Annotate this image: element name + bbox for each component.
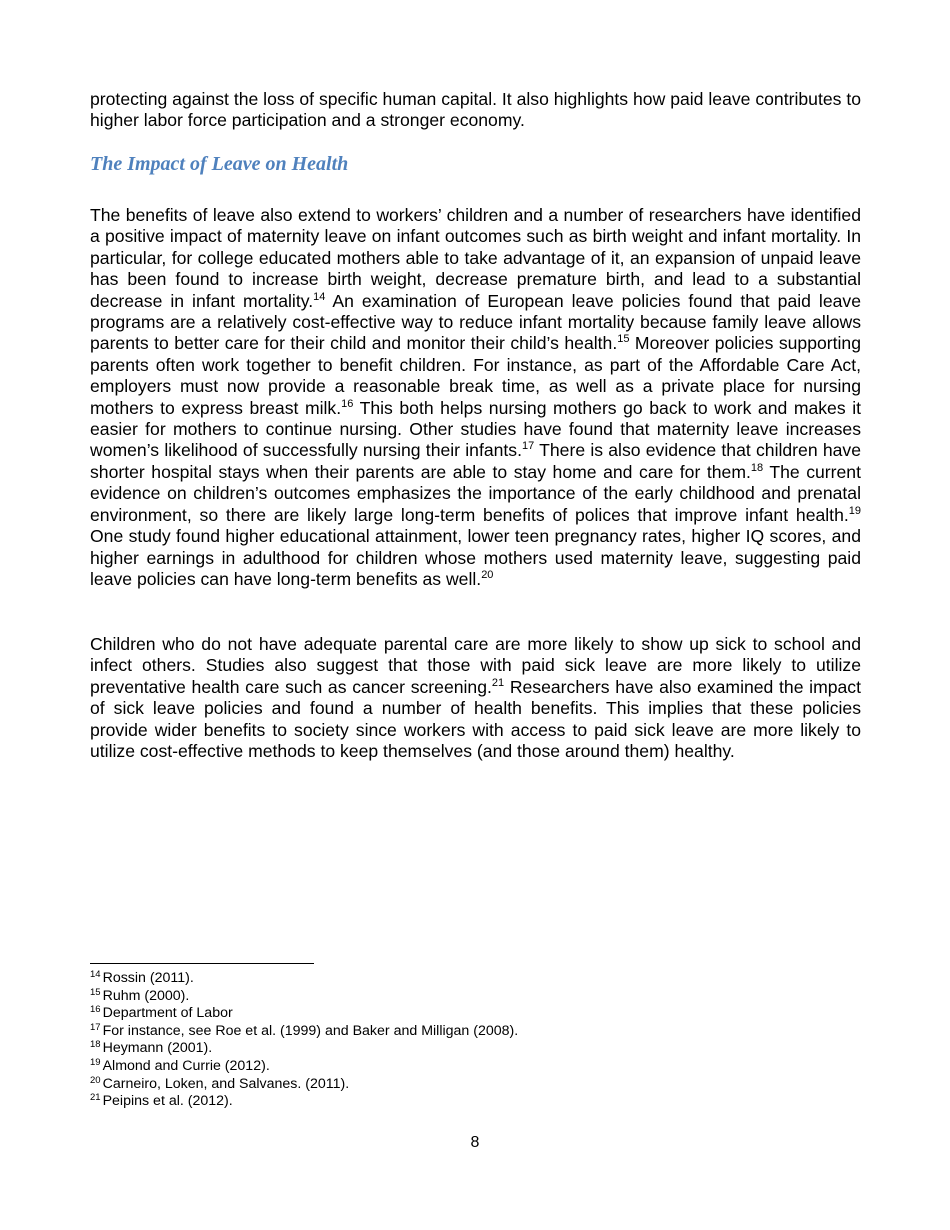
footnote-item: [90, 1040, 518, 1058]
paragraph-sick-leave: [90, 634, 861, 762]
footnote-text: Ruhm (2000).: [102, 987, 190, 1004]
paragraph-text: Moreover policies supporting parents often work together to benefit children. For instance, as part of the Affordable Care Act, employers must now provide a reasonable break time, as well as a private place for nursing mothers to express breast milk.: [90, 333, 861, 418]
footnote-item: [90, 1005, 518, 1023]
footnote-number: 15: [90, 986, 101, 998]
paragraph-text: There is also evidence that children have shorter hospital stays when their parents are able to stay home and care for them.: [90, 440, 861, 482]
paragraph-text: Children who do not have adequate parental care are more likely to show up sick to school and infect others. Studies also suggest that those with paid sick leave are more likely to utilize preventative health care such as cancer screening.: [90, 634, 861, 697]
footnote-ref-20[interactable]: 20: [481, 568, 494, 581]
footnote-item: [90, 988, 518, 1006]
footnote-item: [90, 970, 518, 988]
footnote-text: Department of Labor: [102, 1005, 233, 1022]
paragraph-text: This both helps nursing mothers go back to work and makes it easier for mothers to continue nursing. Other studies have found that maternity leave increases women’s likelihood of successfully nursing their infants.: [90, 397, 861, 461]
paragraph-text: One study found higher educational attainment, lower teen pregnancy rates, higher IQ scores, and higher earnings in adulthood for children whose mothers used maternity leave, suggesting paid leave policies can have long-term benefits as well.: [90, 526, 861, 589]
footnote-item: [90, 1076, 518, 1094]
paragraph-infant-health: [90, 205, 861, 590]
footnote-number: 19: [90, 1056, 101, 1068]
footnote-ref-16[interactable]: 16: [341, 397, 354, 410]
footnote-ref-14[interactable]: 14: [313, 290, 326, 303]
footnote-text: Almond and Currie (2012).: [102, 1057, 270, 1074]
footnote-text: Peipins et al. (2012).: [102, 1093, 233, 1110]
footnotes-list: [90, 970, 518, 1111]
paragraph-text: An examination of European leave policies found that paid leave programs are a relatively cost-effective way to reduce infant mortality because family leave allows parents to better care for their child and monitor their child’s health.: [90, 290, 861, 354]
footnote-ref-19[interactable]: 19: [848, 504, 861, 517]
footnote-number: 18: [90, 1039, 101, 1051]
section-heading: The Impact of Leave on Health: [90, 153, 349, 175]
footnote-ref-18[interactable]: 18: [750, 461, 764, 474]
footnote-text: For instance, see Roe et al. (1999) and Baker and Milligan (2008).: [102, 1022, 519, 1039]
footnote-number: 16: [90, 1004, 101, 1016]
footnote-text: Carneiro, Loken, and Salvanes. (2011).: [102, 1075, 350, 1092]
footnote-number: 14: [90, 969, 101, 980]
paragraph-text: The current evidence on children’s outcomes emphasizes the importance of the early childhood and prenatal environment, so there are likely large long-term benefits of polices that improve infant health.: [90, 461, 861, 525]
footnote-number: 21: [90, 1092, 101, 1104]
intro-paragraph: protecting against the loss of specific human capital. It also highlights how paid leave contributes to higher labor force participation and a stronger economy.: [90, 89, 861, 131]
footnote-ref-21[interactable]: 21: [491, 676, 505, 689]
footnote-ref-17[interactable]: 17: [521, 440, 535, 453]
footnote-item: [90, 1058, 518, 1076]
footnote-text: Rossin (2011).: [102, 970, 194, 986]
paragraph-text: The benefits of leave also extend to workers’ children and a number of researchers have identified a positive impact of maternity leave on infant outcomes such as birth weight and infant mortality. In particular, for college educated mothers able to take advantage of it, an expansion of unpaid leave has been found to increase birth weight, decrease premature birth, and lead to a substantial decrease in infant mortality.: [90, 205, 861, 311]
footnote-number: 17: [90, 1021, 101, 1033]
footnote-number: 20: [90, 1074, 101, 1086]
footnote-item: [90, 1093, 518, 1111]
footnote-text: Heymann (2001).: [102, 1040, 213, 1057]
footnote-ref-15[interactable]: 15: [617, 333, 630, 346]
page-number: 8: [470, 1134, 480, 1151]
footnote-divider: [90, 963, 314, 964]
paragraph-text: Researchers have also examined the impact of sick leave policies and found a number of health benefits. This implies that these policies provide wider benefits to society since workers with access to paid sick leave are more likely to utilize cost-effective methods to keep themselves (and those around them) healthy.: [90, 676, 861, 762]
footnote-item: [90, 1023, 518, 1041]
